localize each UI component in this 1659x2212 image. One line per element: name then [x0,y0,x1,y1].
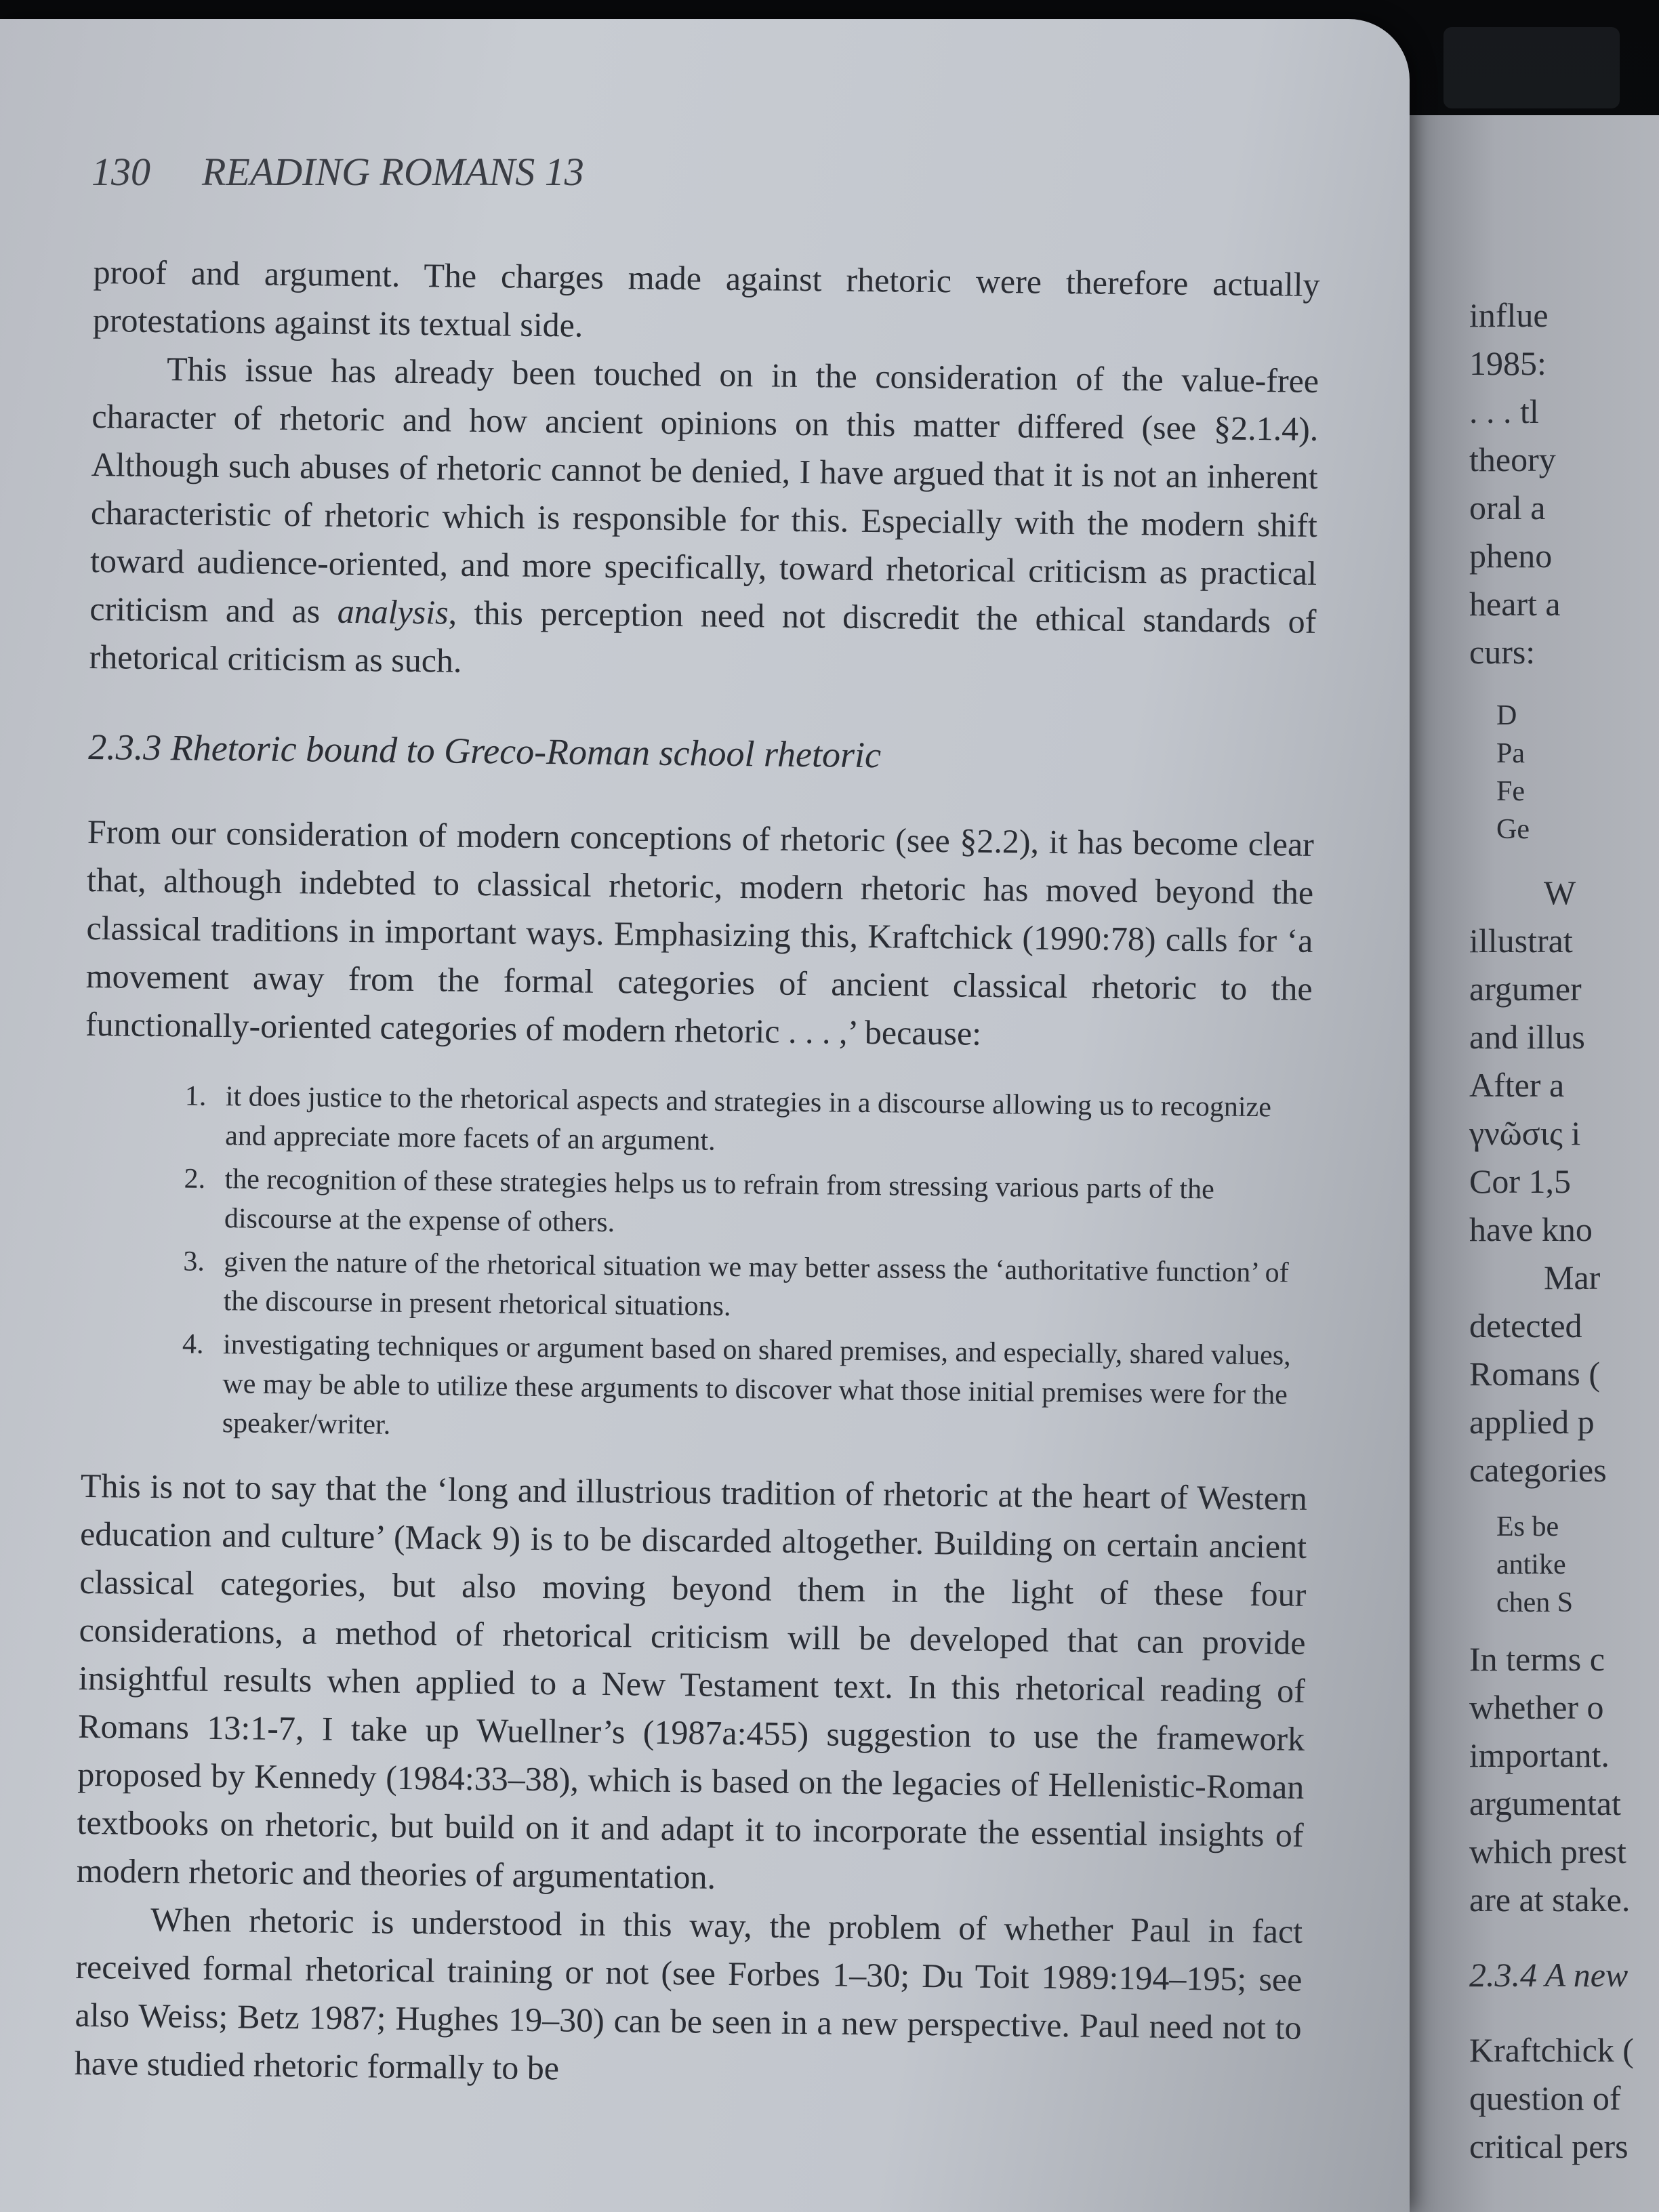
list-item: 1. it does justice to the rhetorical aspects and strategies in a discourse allowing us to recognize and appreciate more facets of an argument. [213,1077,1311,1167]
spacer [1469,1622,1659,1635]
numbered-list [81,1076,1312,1454]
facing-line: In terms c [1469,1640,1605,1678]
list-item: 2. the recognition of these strategies helps us to refrain from stressing various parts of the discourse at the expense of others. [212,1160,1311,1250]
facing-line: γνῶσις i [1469,1114,1581,1152]
facing-line: influe [1469,296,1549,334]
spacer [1469,848,1659,869]
facing-line: . . . tl [1469,392,1539,430]
spacer [1469,1494,1659,1508]
paragraph-2: This issue has already been touched on in the consideration of the value-free character of rhetoric and how ancient opinions on this matter differed (see §2.1.4). Although such abuses of rhetoric cannot be denied, I have argued that it is not an inherent characteristic of rhetoric which is responsible for this. Especially with the modern shift toward audience-oriented, and more specifically, toward rhetorical criticism as practical criticism and as analysis, this perception need not discredit the ethical standards of rhetorical criticism as such. [89,350,1319,680]
paragraph-4: This is not to say that the ‘long and illustrious tradition of rhetoric at the heart of Western education and culture’ (Mack 9) is to be discarded altogether. Building on certain ancient classical categories, but also moving beyond them in the light of these four considerations, a method of rhetorical criticism will be developed that can provide insightful results when applied to a New Testament text. In this rhetorical reading of Romans 13:1-7, I take up Wuellner’s (1987a:455) suggestion to use the framework proposed by Kennedy (1984:33–38), which is based on the legacies of Hellenistic-Roman textbooks on rhetoric, but build on it and adapt it to incorporate the essential insights of modern rhetoric and theories of argumentation. [76,1466,1308,1896]
paragraph-3: From our consideration of modern conceptions of rhetoric (see §2.2), it has become clear that, although indebted to classical rhetoric, modern rhetoric has moved beyond the classical traditions in important ways. Emphasizing this, Kraftchick (1990:78) calls for ‘a movement away from the formal categories of ancient classical rhetoric to the functionally-oriented categories of modern rhetoric . . . ,’ because: [85,812,1315,1052]
paragraph-1: proof and argument. The charges made against rhetoric were therefore actually protestations against its textual side. [92,252,1320,344]
facing-line: 1985: [1469,344,1547,382]
facing-line: critical pers [1469,2127,1629,2165]
page-number: 130 [91,150,150,194]
list-item: 3. given the nature of the rhetorical situation we may better assess the ‘authoritative function’ of the discourse in present rhetorical situations. [211,1242,1309,1332]
facing-line: argumentat [1469,1784,1621,1822]
facing-quote-line: Fe [1496,776,1525,807]
facing-line: and illus [1469,1018,1585,1056]
facing-line: After a [1469,1066,1565,1104]
page-header [91,149,584,194]
facing-line: Romans ( [1469,1355,1601,1393]
spacer [1469,1999,1659,2026]
facing-line: categories [1469,1451,1607,1489]
facing-quote-line: Ge [1496,814,1530,845]
facing-line: detected [1469,1307,1582,1345]
facing-line: which prest [1469,1832,1626,1870]
facing-quote-line: Es be [1496,1511,1559,1542]
section-heading: 2.3.3 Rhetoric bound to Greco-Roman school rhetoric [87,726,882,776]
facing-heading: 2.3.4 A new [1469,1956,1629,1994]
facing-line: applied p [1469,1403,1595,1441]
spacer [1469,1924,1659,1951]
facing-line: question of [1469,2079,1621,2117]
italic-term: analysis [337,592,449,632]
facing-line: Mar [1544,1258,1601,1296]
facing-line: illustrat [1469,922,1573,960]
facing-line: curs: [1469,633,1536,671]
facing-quote-line: D [1496,700,1517,731]
facing-line: Cor 1,5 [1469,1162,1571,1200]
facing-quote-line: antike [1496,1549,1566,1580]
spacer [1469,676,1659,697]
facing-line: have kno [1469,1210,1593,1248]
list-item: 4. investigating techniques or argument based on shared premises, and especially, shared values, we may be able to utilize these arguments to discover what those initial premises were for the speaker/writer. [210,1325,1309,1454]
paragraph-5: When rhetoric is understood in this way, the problem of whether Paul in fact received formal rhetorical training or not (see Forbes 1–30; Du Toit 1989:194–195; see also Weiss; Betz 1987; Hughes 19–30) can be seen in a new perspective. Paul need not to have studied rhetoric formally to be [74,1900,1303,2087]
facing-line: heart a [1469,585,1561,623]
running-title: READING ROMANS 13 [202,150,584,194]
facing-line: oral a [1469,489,1546,527]
facing-line: theory [1469,441,1556,478]
background-object [1443,27,1620,108]
facing-line: W [1544,874,1576,912]
facing-page-text [1469,291,1659,2171]
facing-line: argumer [1469,970,1582,1008]
facing-line: pheno [1469,537,1553,575]
facing-quote-line: chen S [1496,1587,1574,1618]
facing-line: Kraftchick ( [1469,2031,1634,2069]
facing-line: are at stake. [1469,1881,1631,1919]
page-body [75,248,1320,2100]
facing-line: whether o [1469,1688,1604,1726]
facing-line: important. [1469,1736,1610,1774]
facing-quote-line: Pa [1496,738,1525,769]
